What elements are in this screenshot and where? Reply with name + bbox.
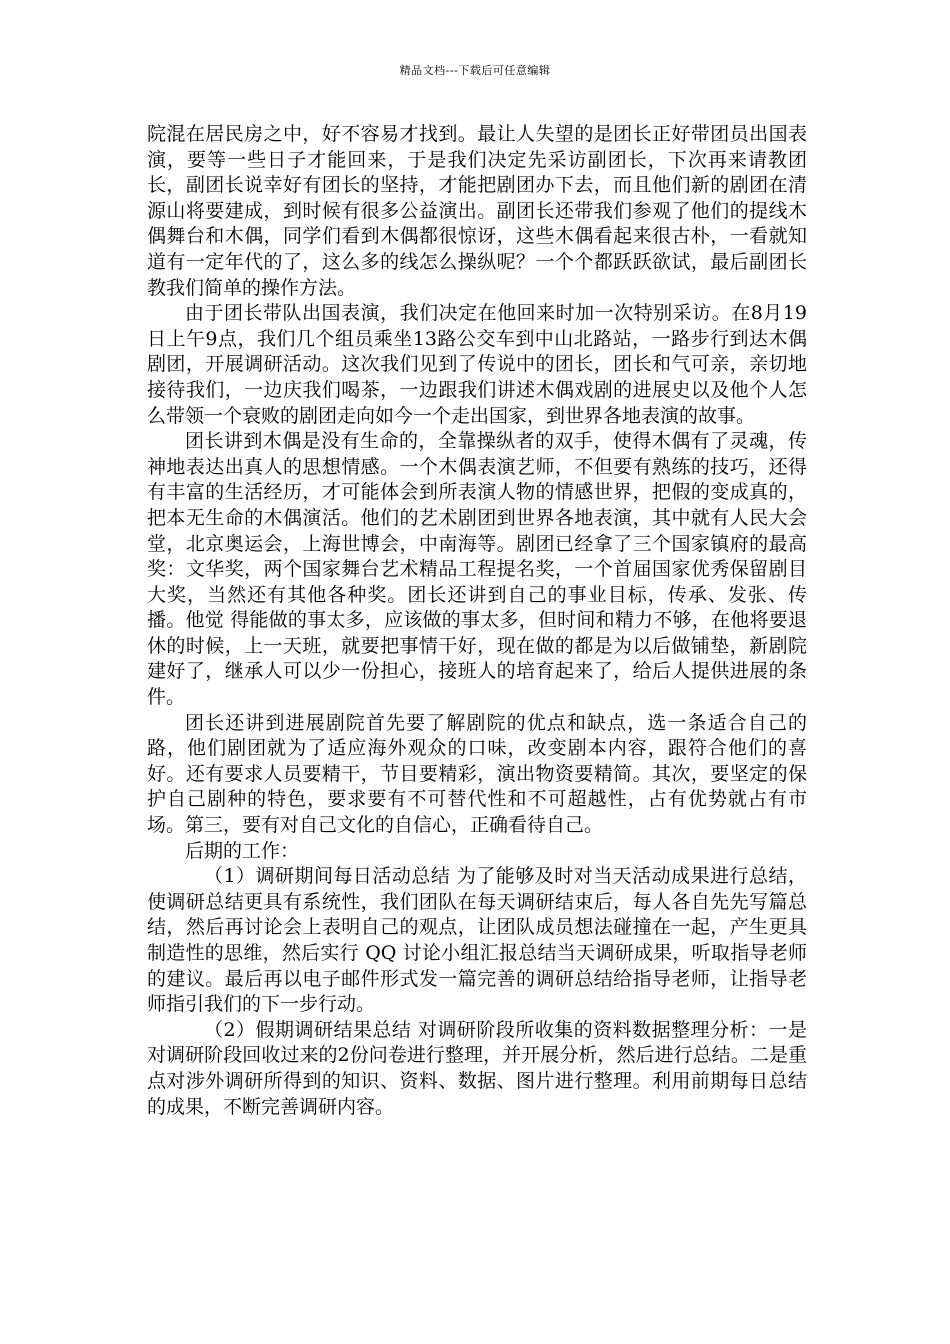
paragraph-continuation: 院混在居民房之中，好不容易才找到。最让人失望的是团长正好带团员出国表演，要等一些日子才能回来，于是我们决定先采访副团长，下次再来请教团长，副团长说幸好有团长的坚持，才能把剧团办下去，而且他们新的剧团在清源山将要建成，到时候有很多公益演出。副团长还带我们参观了他们的提线木偶舞台和木偶，同学们看到木偶都很惊讶，这些木偶看起来很古朴，一看就知道有一定年代的了，这么多的线怎么操纵呢？一个个都跃跃欲试，最后副团长教我们简单的操作方法。 <box>147 123 807 299</box>
paragraph-special-interview: 由于团长带队出国表演，我们决定在他回来时加一次特别采访。在8月19日上午9点，我们几个组员乘坐13路公交车到中山北路站，一路步行到达木偶剧团，开展调研活动。这次我们见到了传说中的团长，团长和气可亲，亲切地接待我们，一边庆我们喝茶，一边跟我们讲述木偶戏剧的进展史以及他个人怎么带领一个衰败的剧团走向如今一个走出国家，到世界各地表演的故事。 <box>147 302 807 427</box>
paragraph-theatre-development: 团长还讲到进展剧院首先要了解剧院的优点和缺点，选一条适合自己的路，他们剧团就为了适应海外观众的口味，改变剧本内容，跟符合他们的喜好。还有要求人员要精干，节目要精彩，演出物资要精简。其次，要坚定的保护自己剧种的特色，要求要有不可替代性和不可超越性，占有优势就占有市场。第三，要有对自己文化的自信心，正确看待自己。 <box>147 711 807 837</box>
paragraph-holiday-summary: （2）假期调研结果总结 对调研阶段所收集的资料数据整理分析：一是对调研阶段回收过来的2份问卷进行整理，并开展分析，然后进行总结。二是重点对涉外调研所得到的知识、资料、数据、图片进行整理。利用前期每日总结的成果，不断完善调研内容。 <box>147 1018 807 1118</box>
document-body <box>147 122 807 1120</box>
paragraph-puppet-art: 团长讲到木偶是没有生命的，全靠操纵者的双手，使得木偶有了灵魂，传神地表达出真人的思想情感。一个木偶表演艺师，不但要有熟练的技巧，还得有丰富的生活经历，才可能体会到所表演人物的情感世界，把假的变成真的，把本无生命的木偶演活。他们的艺术剧团到世界各地表演，其中就有人民大会堂，北京奥运会，上海世博会，中南海等。剧团已经拿了三个国家镇府的最高奖：文华奖，两个国家舞台艺术精品工程提名奖，一个首届国家优秀保留剧目大奖，当然还有其他各种奖。团长还讲到自己的事业目标，传承、发张、传播。他觉 得能做的事太多，应该做的事太多，但时间和精力不够，在他将要退休的时候，上一天班，就要把事情干好，现在做的都是为以后做铺垫，新剧院建好了，继承人可以少一份担心，接班人的培育起来了，给后人提供进展的条件。 <box>147 430 807 709</box>
page-header: 精品文档---下载后可任意编辑 <box>399 64 551 77</box>
paragraph-daily-summary: （1）调研期间每日活动总结 为了能够及时对当天活动成果进行总结，使调研总结更具有系统性，我们团队在每天调研结束后，每人各自先先写篇总结，然后再讨论会上表明自己的观点，让团队成员想法碰撞在一起，产生更具制造性的思维，然后实行 QQ 讨论小组汇报总结当天调研成果，听取指导老师的建议。最后再以电子邮件形式发一篇完善的调研总结给指导老师，让指导老师指引我们的下一步行动。 <box>147 865 807 1016</box>
paragraph-later-work-heading: 后期的工作： <box>185 839 300 862</box>
